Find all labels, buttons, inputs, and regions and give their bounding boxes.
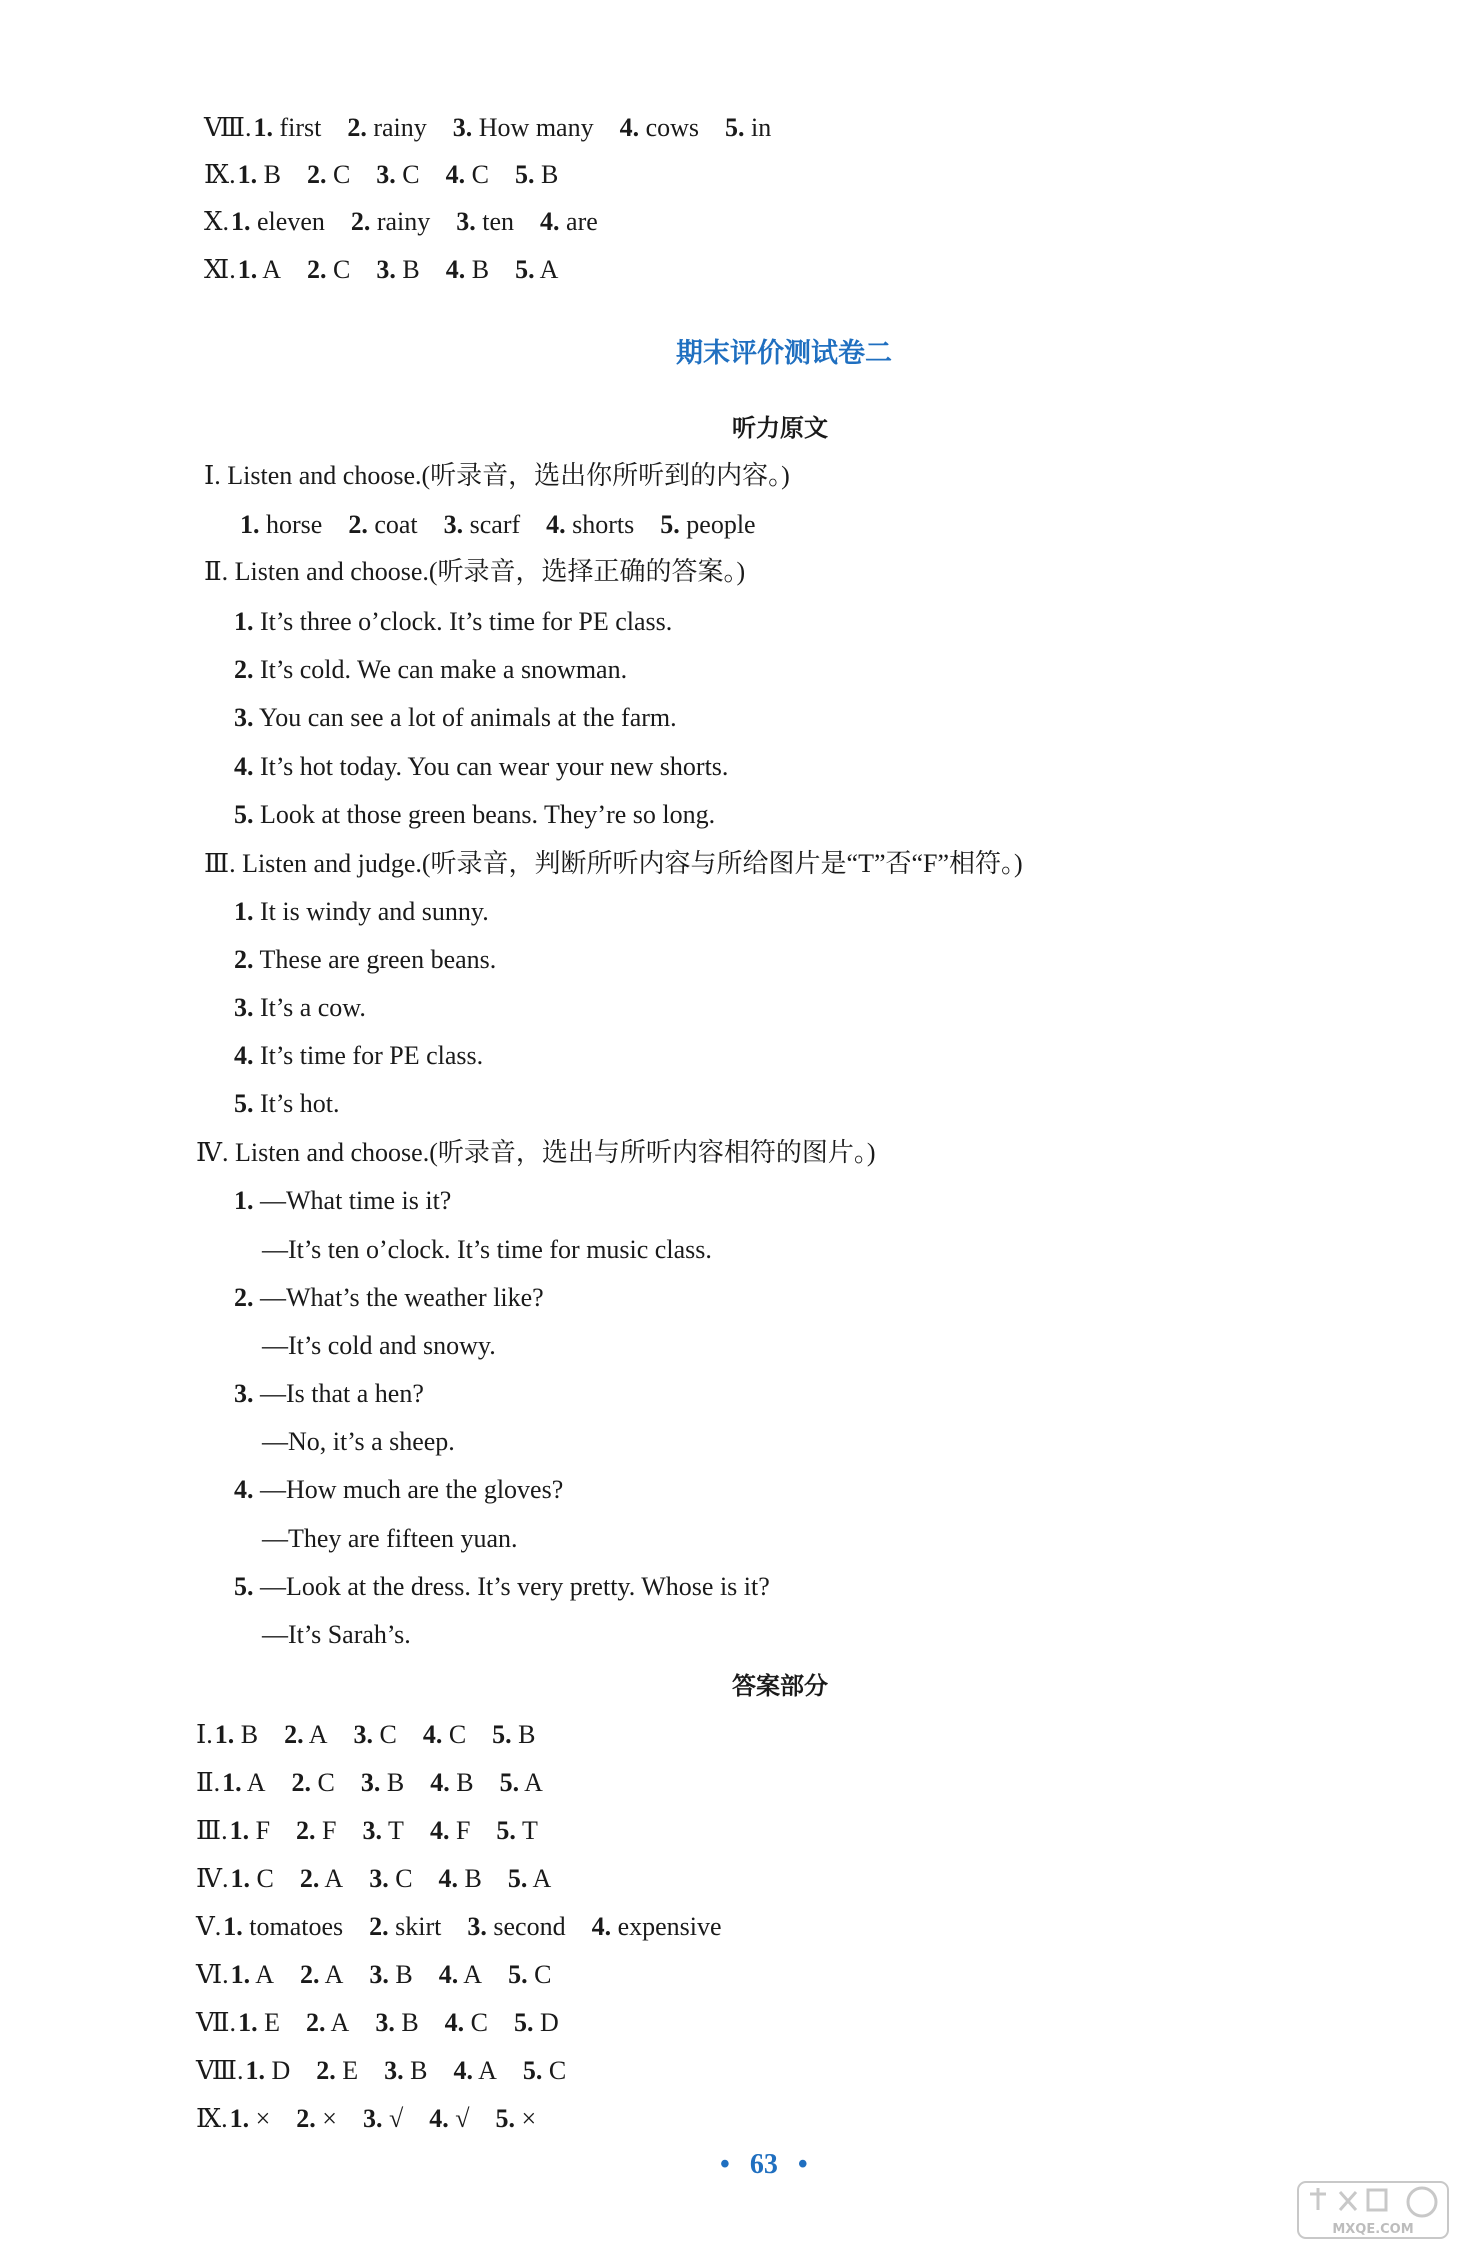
section-2-line: 1. It’s three o’clock. It’s time for PE class. xyxy=(234,607,673,636)
top-answer-row-11: Ⅺ.1. A 2. C 3. B 4. B 5. A xyxy=(204,255,559,284)
section-2-line: 5. Look at those green beans. They’re so long. xyxy=(234,800,716,829)
svg-text:MXQE.COM: MXQE.COM xyxy=(1332,2222,1414,2237)
top-answer-row-8: Ⅷ.1. first 2. rainy 3. How many 4. cows 5. in xyxy=(204,113,772,142)
page-number xyxy=(700,2148,828,2182)
section-3-heading: Ⅲ. Listen and judge.(听录音，判断所听内容与所给图片是“T”否“F”相符。) xyxy=(204,849,1023,878)
page-number-value: 63 xyxy=(749,2149,778,2180)
answer-row-5: Ⅴ.1. tomatoes 2. skirt 3. second 4. expensive xyxy=(196,1912,722,1941)
page-dot: • xyxy=(720,2149,730,2180)
section-4-heading: Ⅳ. Listen and choose.(听录音，选出与所听内容相符的图片。) xyxy=(196,1138,876,1167)
listening-title: 听力原文 xyxy=(732,414,828,442)
dialog-question: 4. —How much are the gloves? xyxy=(234,1475,564,1504)
page-dot: • xyxy=(797,2149,808,2180)
answer-row-7: Ⅶ.1. E 2. A 3. B 4. C 5. D xyxy=(196,2008,559,2037)
section-2-line: 3. You can see a lot of animals at the farm. xyxy=(234,703,677,732)
section-3-line: 3. It’s a cow. xyxy=(234,993,366,1022)
dialog-answer: —It’s cold and snowy. xyxy=(262,1331,496,1360)
answer-row-2: Ⅱ.1. A 2. C 3. B 4. B 5. A xyxy=(196,1768,543,1797)
section-3-line: 1. It is windy and sunny. xyxy=(234,897,489,926)
exam-title: 期末评价测试卷二 xyxy=(676,338,892,369)
top-answer-row-10: Ⅹ.1. eleven 2. rainy 3. ten 4. are xyxy=(204,207,598,236)
dialog-question: 3. —Is that a hen? xyxy=(234,1379,424,1408)
answer-row-1: Ⅰ.1. B 2. A 3. C 4. C 5. B xyxy=(196,1720,536,1749)
top-answer-row-9: Ⅸ.1. B 2. C 3. C 4. C 5. B xyxy=(204,160,559,189)
answer-row-4: Ⅳ.1. C 2. A 3. C 4. B 5. A xyxy=(196,1864,552,1893)
section-2-line: 4. It’s hot today. You can wear your new shorts. xyxy=(234,752,729,781)
section-3-line: 5. It’s hot. xyxy=(234,1089,340,1118)
watermark-logo xyxy=(1296,2180,1450,2240)
answer-row-3: Ⅲ.1. F 2. F 3. T 4. F 5. T xyxy=(196,1816,538,1845)
dialog-question: 5. —Look at the dress. It’s very pretty. Whose is it? xyxy=(234,1572,770,1601)
dialog-answer: —It’s ten o’clock. It’s time for music class. xyxy=(262,1235,712,1264)
answer-row-9: Ⅸ.1. × 2. × 3. √ 4. √ 5. × xyxy=(196,2104,537,2133)
answers-title: 答案部分 xyxy=(732,1672,828,1700)
dialog-question: 1. —What time is it? xyxy=(234,1186,452,1215)
answer-row-8: Ⅷ.1. D 2. E 3. B 4. A 5. C xyxy=(196,2056,567,2085)
section-3-line: 4. It’s time for PE class. xyxy=(234,1041,484,1070)
section-3-line: 2. These are green beans. xyxy=(234,945,497,974)
dialog-answer: —They are fifteen yuan. xyxy=(262,1524,518,1553)
section-1-items: 1. horse 2. coat 3. scarf 4. shorts 5. people xyxy=(240,510,756,539)
dialog-answer: —No, it’s a sheep. xyxy=(262,1427,455,1456)
dialog-answer: —It’s Sarah’s. xyxy=(262,1620,411,1649)
answer-row-6: Ⅵ.1. A 2. A 3. B 4. A 5. C xyxy=(196,1960,552,1989)
section-1-heading: Ⅰ. Listen and choose.(听录音，选出你所听到的内容。) xyxy=(204,461,790,490)
section-2-line: 2. It’s cold. We can make a snowman. xyxy=(234,655,628,684)
section-2-heading: Ⅱ. Listen and choose.(听录音，选择正确的答案。) xyxy=(204,557,746,586)
dialog-question: 2. —What’s the weather like? xyxy=(234,1283,544,1312)
